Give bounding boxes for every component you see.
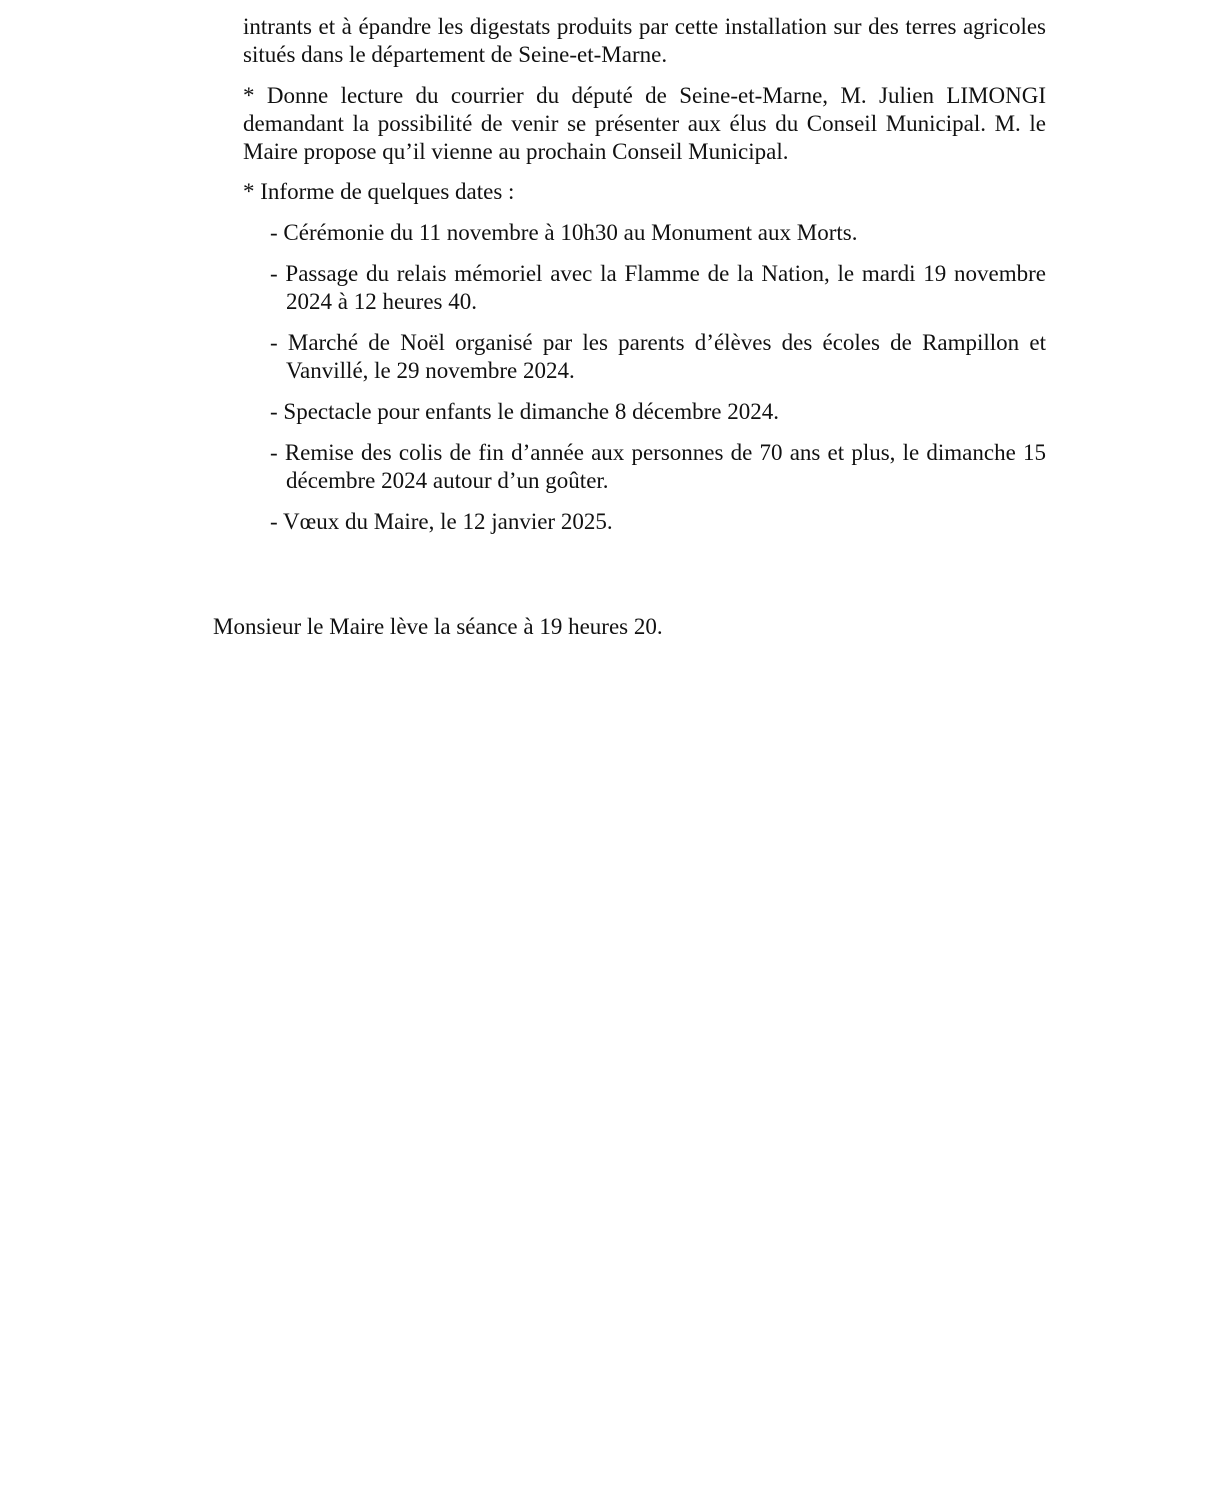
list-item-colis: - Remise des colis de fin d’année aux personnes de 70 ans et plus, le dimanche 15 décembre 2024 autour d’un goûter.: [270, 440, 1046, 493]
list-item-voeux: - Vœux du Maire, le 12 janvier 2025.: [270, 509, 613, 534]
list-item-marche-noel: - Marché de Noël organisé par les parents d’élèves des écoles de Rampillon et Vanvillé, le 29 novembre 2024.: [270, 330, 1046, 383]
list-item-ceremonie: - Cérémonie du 11 novembre à 10h30 au Monument aux Morts.: [270, 220, 858, 245]
paragraph-courrier-depute: * Donne lecture du courrier du député de Seine-et-Marne, M. Julien LIMONGI demandant la possibilité de venir se présenter aux élus du Conseil Municipal. M. le Maire propose qu’il vienne au prochain Conseil Municipal.: [243, 83, 1046, 164]
list-item-spectacle: - Spectacle pour enfants le dimanche 8 décembre 2024.: [270, 399, 779, 424]
paragraph-digestats: intrants et à épandre les digestats produits par cette installation sur des terres agricoles situés dans le département de Seine-et-Marne.: [243, 14, 1046, 67]
closing-statement: Monsieur le Maire lève la séance à 19 heures 20.: [213, 614, 663, 639]
dates-list: [270, 219, 1046, 549]
list-item-flamme: - Passage du relais mémoriel avec la Flamme de la Nation, le mardi 19 novembre 2024 à 12 heures 40.: [270, 261, 1046, 314]
paragraph-dates-intro: * Informe de quelques dates :: [243, 179, 515, 204]
